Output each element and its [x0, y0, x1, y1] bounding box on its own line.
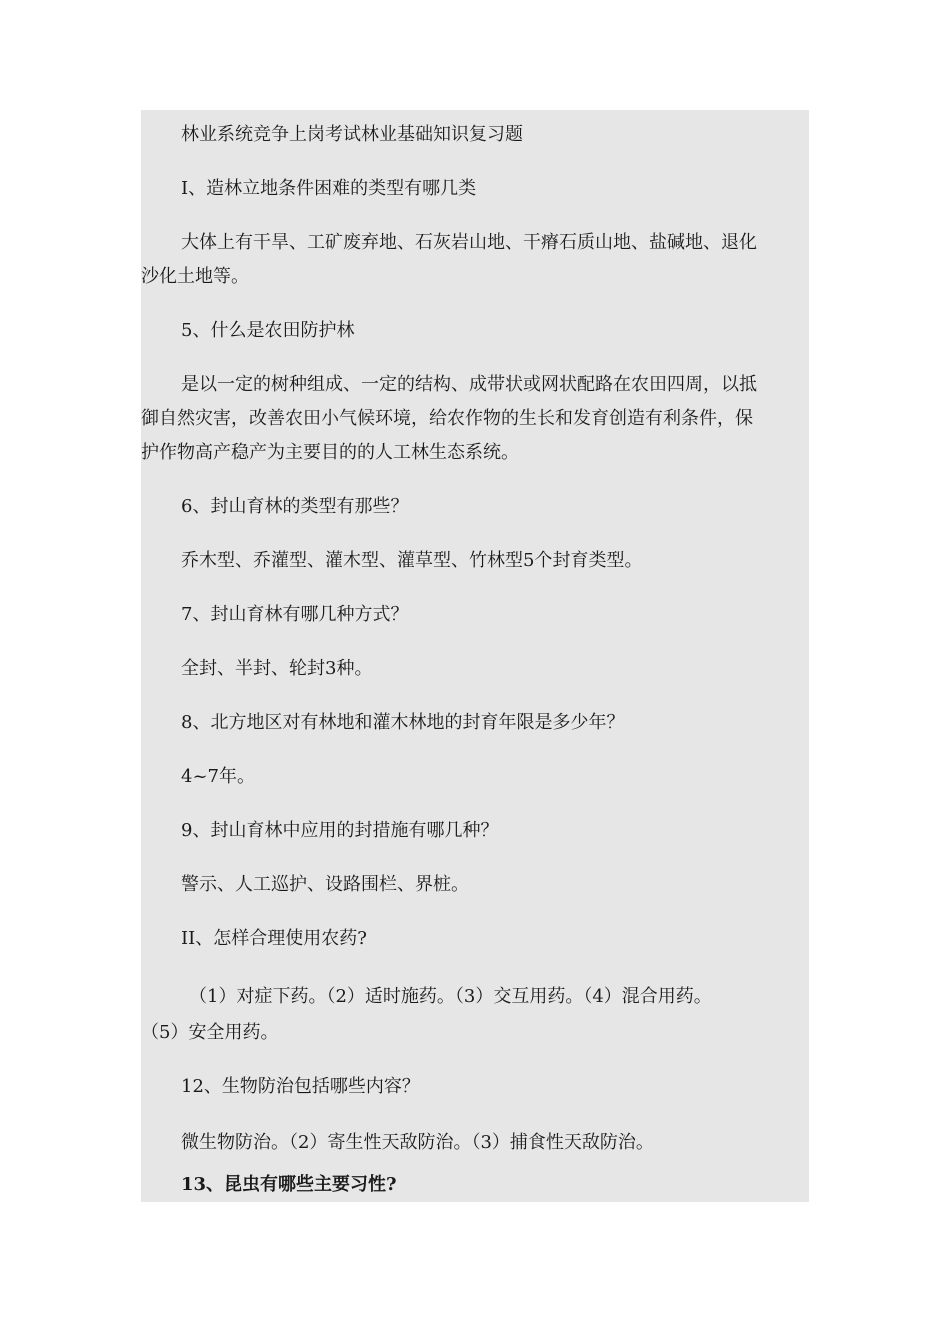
answer-6-line-1: 乔木型、乔灌型、灌木型、灌草型、竹林型5个封育类型。: [181, 550, 643, 571]
answer-1-line-1: 大体上有干旱、工矿废弃地、石灰岩山地、干瘠石质山地、盐碱地、退化: [181, 232, 757, 253]
answer-7-line-1: 全封、半封、轮封3种。: [181, 658, 373, 679]
question-8: 8、北方地区对有林地和灌木林地的封育年限是多少年？: [181, 712, 625, 733]
answer-1-line-2: 沙化土地等。: [141, 266, 249, 287]
question-9: 9、封山育林中应用的封措施有哪几种？: [181, 820, 499, 841]
question-5: 5、什么是农田防护林: [181, 320, 355, 341]
question-6: 6、封山育林的类型有那些？: [181, 496, 409, 517]
question-7: 7、封山育林有哪几种方式？: [181, 604, 409, 625]
document-title: 林业系统竞争上岗考试林业基础知识复习题: [181, 124, 523, 145]
answer-5-line-2: 御自然灾害，改善农田小气候环境，给农作物的生长和发育创造有利条件，保: [141, 408, 753, 429]
answer-12-line-1: 微生物防治。（2）寄生性天敌防治。（3）捕食性天敌防治。: [181, 1132, 654, 1153]
question-13: 13、昆虫有哪些主要习性?: [181, 1174, 397, 1195]
answer-9-line-1: 警示、人工巡护、设路围栏、界桩。: [181, 874, 469, 895]
question-1: I、造林立地条件困难的类型有哪几类: [181, 178, 477, 199]
answer-11-line-1: （1）对症下药。（2）适时施药。（3）交互用药。（4）混合用药。: [189, 986, 712, 1007]
question-12: 12、生物防治包括哪些内容？: [181, 1076, 420, 1097]
question-11: II、怎样合理使用农药?: [181, 928, 367, 949]
answer-5-line-1: 是以一定的树种组成、一定的结构、成带状或网状配路在农田四周，以抵: [181, 374, 757, 395]
answer-11-line-2: （5）安全用药。: [141, 1022, 279, 1043]
answer-5-line-3: 护作物高产稳产为主要目的的人工林生态系统。: [141, 442, 519, 463]
document-page: [141, 110, 809, 1202]
answer-8-line-1: 4~7年。: [181, 766, 255, 787]
